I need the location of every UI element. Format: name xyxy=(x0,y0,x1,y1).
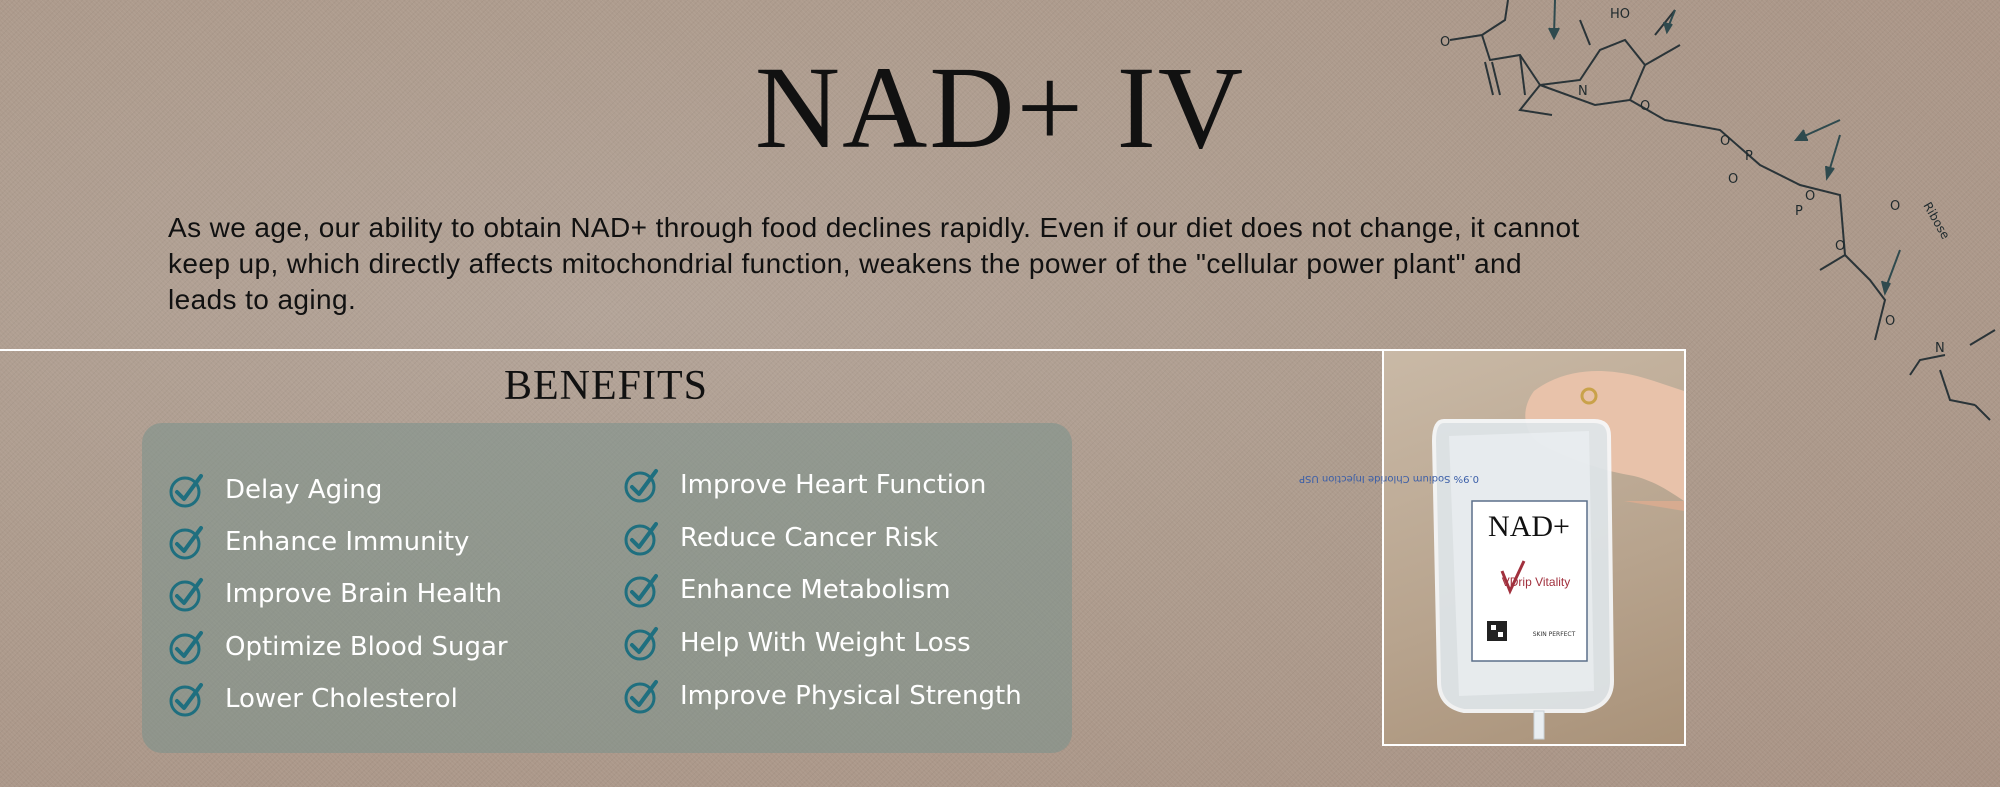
check-circle-icon xyxy=(622,518,662,558)
nad-molecule-diagram xyxy=(1430,0,2000,430)
product-label: NAD+ xyxy=(1488,510,1570,543)
benefit-label: Improve Physical Strength xyxy=(680,681,1022,711)
atom-label: O xyxy=(1890,199,1901,214)
benefit-label: Optimize Blood Sugar xyxy=(225,632,508,662)
check-circle-icon xyxy=(167,627,207,667)
benefit-label: Improve Brain Health xyxy=(225,579,502,609)
check-circle-icon xyxy=(167,679,207,719)
benefit-item xyxy=(622,465,986,505)
benefit-item xyxy=(622,570,951,610)
atom-label: N xyxy=(1935,341,1945,356)
benefit-item xyxy=(167,679,458,719)
atom-label: P xyxy=(1795,204,1803,219)
check-circle-icon xyxy=(622,465,662,505)
atom-label: O xyxy=(1835,239,1846,254)
check-circle-icon xyxy=(622,570,662,610)
atom-label: P xyxy=(1745,149,1753,164)
benefits-heading: BENEFITS xyxy=(503,363,708,409)
benefit-label: Enhance Metabolism xyxy=(680,575,951,605)
benefit-item xyxy=(622,623,971,663)
benefit-item xyxy=(167,470,382,510)
molecule-label-ribose: Ribose xyxy=(1920,199,1953,242)
check-circle-icon xyxy=(167,522,207,562)
atom-label: N xyxy=(1578,84,1588,99)
atom-label: HO xyxy=(1610,7,1631,22)
benefit-label: Reduce Cancer Risk xyxy=(680,523,939,553)
page-title: NAD+ IV xyxy=(754,42,1246,173)
check-circle-icon xyxy=(622,623,662,663)
benefit-label: Help With Weight Loss xyxy=(680,628,971,658)
benefit-label: Delay Aging xyxy=(225,475,383,505)
atom-label: O xyxy=(1885,314,1896,329)
atom-label: O xyxy=(1640,99,1651,114)
atom-label: O xyxy=(1728,172,1739,187)
benefit-item xyxy=(622,676,1022,716)
check-circle-icon xyxy=(167,470,207,510)
check-circle-icon xyxy=(622,676,662,716)
product-tag: SKIN PERFECT xyxy=(1532,631,1576,638)
bag-text: 0.9% Sodium Chloride Injection USP xyxy=(1299,473,1479,484)
check-circle-icon xyxy=(167,574,207,614)
brand-logo: VDrip Vitality xyxy=(1501,575,1571,589)
benefit-item xyxy=(167,522,469,562)
atom-label: O xyxy=(1805,189,1816,204)
benefit-label: Enhance Immunity xyxy=(225,527,470,557)
intro-paragraph: As we age, our ability to obtain NAD+ through food declines rapidly. Even if our diet does not change, it cannot keep up, which directly affects mitochondrial function, weakens the power of the "cellular power plant" and leads to aging. xyxy=(168,212,1580,315)
benefit-item xyxy=(622,518,938,558)
atom-label: O xyxy=(1720,134,1731,149)
atom-label: O xyxy=(1440,35,1451,50)
benefit-label: Lower Cholesterol xyxy=(225,684,458,714)
benefit-item xyxy=(167,574,502,614)
benefit-item xyxy=(167,627,508,667)
benefit-label: Improve Heart Function xyxy=(680,470,987,500)
